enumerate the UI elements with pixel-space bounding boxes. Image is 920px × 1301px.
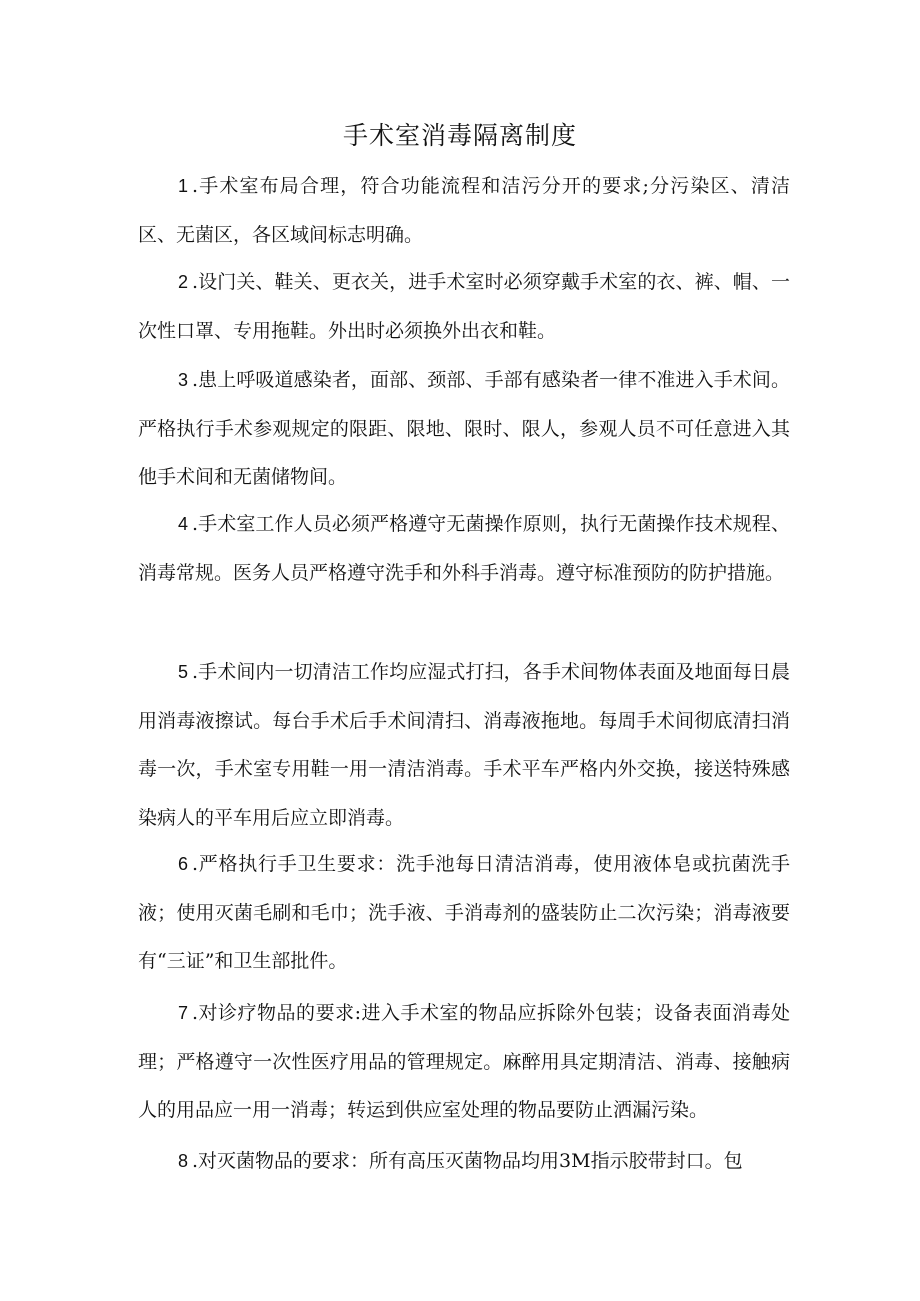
paragraph-text: .设门关、鞋关、更衣关，进手术室时必须穿戴手术室的衣、裤、帽、一次性口罩、专用拖鞋。外出时必须换外出衣和鞋。 — [138, 271, 790, 342]
paragraph-text: .手术间内一切清洁工作均应湿式打扫，各手术间物体表面及地面每日晨用消毒液擦试。每台手术后手术间清扫、消毒液拖地。每周手术间彻底清扫消毒一次，手术室专用鞋一用一清洁消毒。手术平车严格内外交换，接送特殊感染病人的平车用后应立即消毒。 — [138, 661, 790, 829]
paragraph-text: .对诊疗物品的要求:进入手术室的物品应拆除外包装；设备表面消毒处理；严格遵守一次性医疗用品的管理规定。麻醉用具定期清洁、消毒、接触病人的用品应一用一消毒；转运到供应室处理的物品要防止洒漏污染。 — [138, 1002, 790, 1121]
paragraph-3 — [138, 356, 790, 502]
paragraph-6 — [138, 840, 790, 986]
paragraph-1 — [138, 162, 790, 259]
paragraph-text: .对灭菌物品的要求：所有高压灭菌物品均用3M指示胶带封口。包 — [192, 1150, 743, 1172]
paragraph-number: 8 — [178, 1151, 189, 1171]
paragraph-text: .严格执行手卫生要求：洗手池每日清洁消毒，使用液体皂或抗菌洗手液；使用灭菌毛刷和毛巾；洗手液、手消毒剂的盛装防止二次污染；消毒液要有“三证”和卫生部批件。 — [138, 853, 790, 972]
paragraph-text: .手术室布局合理，符合功能流程和洁污分开的要求;分污染区、清洁区、无菌区，各区域间标志明确。 — [138, 175, 790, 246]
document-title: 手术室消毒隔离制度 — [342, 121, 577, 150]
paragraph-number: 4 — [178, 514, 189, 534]
paragraph-text: .手术室工作人员必须严格遵守无菌操作原则，执行无菌操作技术规程、消毒常规。医务人员严格遵守洗手和外科手消毒。遵守标准预防的防护措施。 — [138, 513, 790, 584]
paragraph-2 — [138, 258, 790, 355]
paragraph-7 — [138, 989, 790, 1135]
paragraph-4 — [138, 500, 790, 597]
paragraph-5 — [138, 648, 790, 842]
paragraph-number: 6 — [178, 854, 189, 874]
paragraph-number: 1 — [178, 176, 189, 196]
paragraph-number: 5 — [178, 662, 189, 682]
paragraph-number: 2 — [178, 272, 189, 292]
paragraph-number: 3 — [178, 370, 189, 390]
paragraph-8 — [138, 1137, 790, 1186]
paragraph-number: 7 — [178, 1003, 189, 1023]
paragraph-text: .患上呼吸道感染者，面部、颈部、手部有感染者一律不准进入手术间。严格执行手术参观规定的限距、限地、限时、限人，参观人员不可任意进入其他手术间和无菌储物间。 — [138, 369, 790, 488]
